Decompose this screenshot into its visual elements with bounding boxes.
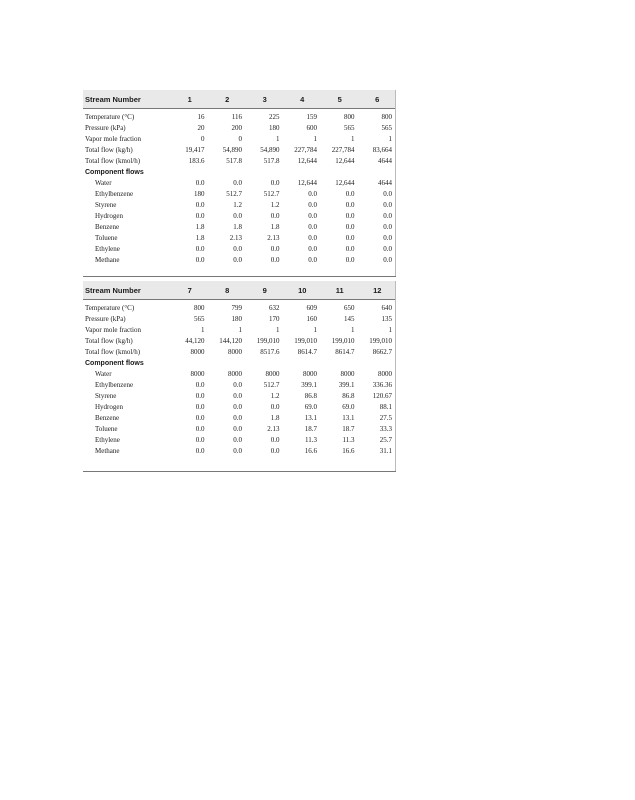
table-cell: 1.8: [233, 223, 242, 231]
table-cell: 0: [238, 135, 242, 143]
table-cell: 183.6: [188, 157, 205, 165]
table-cell: 116: [231, 113, 242, 121]
table-cell: 54,890: [260, 146, 280, 154]
header-row: [83, 281, 396, 300]
table-cell: 800: [194, 304, 205, 312]
header-row: [83, 90, 396, 109]
table-cell: 19,417: [185, 146, 205, 154]
table-cell: 159: [306, 113, 317, 121]
row-label: Ethylbenzene: [95, 381, 134, 389]
table-row: [83, 200, 396, 211]
table-cell: 0.0: [233, 245, 242, 253]
table-cell: 0.0: [270, 256, 280, 264]
table-cell: 512.7: [263, 190, 280, 198]
table-1-right-rule: [395, 90, 396, 276]
table-cell: 160: [306, 315, 317, 323]
row-label: Hydrogen: [95, 403, 123, 411]
table-cell: 12,644: [335, 179, 355, 187]
table-cell: 135: [381, 315, 392, 323]
table-2-bottom-rule: [83, 471, 396, 472]
table-cell: 8000: [303, 370, 317, 378]
row-label: Temperature (°C): [85, 304, 135, 312]
table-cell: 0.0: [195, 381, 205, 389]
table-cell: 0.0: [270, 179, 280, 187]
table-cell: 0.0: [345, 223, 355, 231]
row-label: Benzene: [95, 223, 120, 231]
table-cell: 0.0: [195, 245, 205, 253]
table-cell: 0.0: [383, 245, 392, 253]
table-cell: 199,010: [256, 337, 280, 345]
table-row: [83, 413, 396, 424]
table-cell: 227,784: [294, 146, 317, 154]
table-row: [83, 380, 396, 391]
row-label: Styrene: [95, 201, 117, 209]
table-cell: 180: [231, 315, 242, 323]
table-cell: 0.0: [308, 234, 317, 242]
table-cell: 0.0: [270, 245, 280, 253]
table-cell: 2.13: [267, 234, 280, 242]
row-label: Total flow (kmol/h): [85, 157, 141, 165]
table-row: [83, 134, 396, 145]
table-cell: 0.0: [233, 212, 242, 220]
table-cell: 650: [344, 304, 355, 312]
table-cell: 54,890: [222, 146, 242, 154]
table-cell: 31.1: [379, 447, 392, 455]
table-row: [83, 189, 396, 200]
table-cell: 86.8: [304, 392, 317, 400]
table-cell: 0.0: [345, 190, 355, 198]
table-cell: 0.0: [195, 179, 205, 187]
table-row: [83, 211, 396, 222]
table-cell: 8000: [265, 370, 280, 378]
table-cell: 0.0: [270, 447, 280, 455]
table-cell: 0.0: [233, 381, 242, 389]
table-cell: 2.13: [267, 425, 280, 433]
table-row: [83, 325, 396, 336]
table-cell: 800: [381, 113, 392, 121]
row-label: Methane: [95, 256, 120, 264]
table-cell: 0.0: [233, 436, 242, 444]
table-cell: 399.1: [338, 381, 355, 389]
table-cell: 0.0: [383, 190, 392, 198]
table-cell: 8000: [378, 370, 392, 378]
table-cell: 0.0: [345, 234, 355, 242]
table-cell: 199,010: [294, 337, 317, 345]
table-cell: 0.0: [383, 201, 392, 209]
table-cell: 8000: [190, 348, 205, 356]
table-cell: 18.7: [304, 425, 317, 433]
table-cell: 12,644: [297, 179, 317, 187]
row-label: Total flow (kg/h): [85, 146, 133, 154]
table-cell: 1: [388, 326, 392, 334]
table-2-right-rule: [395, 281, 396, 471]
table-row: [83, 446, 396, 457]
row-label: Methane: [95, 447, 120, 455]
table-cell: 8000: [228, 348, 242, 356]
table-cell: 0.0: [308, 256, 317, 264]
table-cell: 1.2: [270, 201, 280, 209]
table-cell: 4644: [378, 179, 392, 187]
table-cell: 27.5: [379, 414, 392, 422]
table-cell: 8614.7: [297, 348, 317, 356]
table-row: [83, 178, 396, 189]
table-cell: 0.0: [383, 234, 392, 242]
table-cell: 565: [194, 315, 205, 323]
table-cell: 0.0: [233, 392, 242, 400]
row-label: Pressure (kPa): [85, 315, 126, 323]
table-row: [83, 369, 396, 380]
table-cell: 44,120: [185, 337, 205, 345]
table-cell: 227,784: [331, 146, 355, 154]
table-row: [83, 402, 396, 413]
table-cell: 1.8: [270, 414, 280, 422]
row-label: Hydrogen: [95, 212, 123, 220]
stream-id-header: 12: [359, 281, 397, 300]
row-label: Benzene: [95, 414, 120, 422]
table-cell: 0.0: [345, 256, 355, 264]
stream-id-header: 10: [284, 281, 322, 300]
table-cell: 0.0: [233, 179, 242, 187]
row-label: Ethylene: [95, 245, 120, 253]
table-cell: 0.0: [233, 447, 242, 455]
table-cell: 799: [231, 304, 242, 312]
table-cell: 0.0: [195, 414, 205, 422]
table-cell: 8000: [190, 370, 205, 378]
section-heading-row: [83, 167, 396, 178]
table-cell: 1: [201, 326, 205, 334]
table-row: [83, 391, 396, 402]
table-cell: 200: [231, 124, 242, 132]
table-cell: 0.0: [195, 256, 205, 264]
table-row: [83, 424, 396, 435]
table-cell: 0.0: [308, 245, 317, 253]
table-cell: 1.8: [270, 223, 280, 231]
row-label: Total flow (kg/h): [85, 337, 133, 345]
stream-id-header: 5: [321, 90, 359, 109]
table-row: [83, 123, 396, 134]
table-cell: 83,664: [372, 146, 392, 154]
stream-id-header: 1: [171, 90, 209, 109]
stream-id-header: 7: [171, 281, 209, 300]
table-cell: 8662.7: [372, 348, 392, 356]
table-cell: 640: [381, 304, 392, 312]
row-label: Water: [95, 370, 112, 378]
table-cell: 517.8: [226, 157, 242, 165]
table-cell: 12,644: [335, 157, 355, 165]
table-cell: 0.0: [308, 201, 317, 209]
table-cell: 1: [313, 135, 317, 143]
table-cell: 16: [197, 113, 205, 121]
row-label: Vapor mole fraction: [85, 135, 141, 143]
table-cell: 0.0: [345, 201, 355, 209]
table-cell: 0.0: [345, 212, 355, 220]
table-cell: 1: [351, 135, 355, 143]
stream-id-header: 3: [246, 90, 284, 109]
table-cell: 225: [269, 113, 280, 121]
table-cell: 25.7: [379, 436, 392, 444]
table-cell: 0.0: [308, 223, 317, 231]
section-heading: Component flows: [85, 169, 144, 176]
table-cell: 0.0: [195, 425, 205, 433]
table-cell: 199,010: [369, 337, 392, 345]
stream-id-header: 4: [284, 90, 322, 109]
table-row: [83, 233, 396, 244]
table-row: [83, 145, 396, 156]
table-cell: 13.1: [304, 414, 317, 422]
table-cell: 69.0: [342, 403, 355, 411]
stream-table-1: [83, 90, 396, 266]
stream-id-header: 8: [209, 281, 247, 300]
table-cell: 1: [238, 326, 242, 334]
table-cell: 180: [194, 190, 205, 198]
table-row: [83, 222, 396, 233]
stream-id-header: 2: [209, 90, 247, 109]
table-cell: 1: [276, 326, 280, 334]
row-label: Styrene: [95, 392, 117, 400]
table-cell: 170: [269, 315, 280, 323]
table-cell: 8000: [340, 370, 355, 378]
table-cell: 199,010: [331, 337, 355, 345]
table-row: [83, 244, 396, 255]
table-cell: 0.0: [383, 223, 392, 231]
table-cell: 18.7: [342, 425, 355, 433]
table-cell: 1.8: [195, 234, 205, 242]
table-cell: 8614.7: [335, 348, 355, 356]
table-cell: 16.6: [304, 447, 317, 455]
table-row: [83, 435, 396, 446]
table-cell: 13.1: [342, 414, 355, 422]
table-row: [83, 300, 396, 315]
table-cell: 88.1: [379, 403, 392, 411]
row-label: Vapor mole fraction: [85, 326, 141, 334]
table-cell: 0.0: [195, 436, 205, 444]
stream-id-header: 11: [321, 281, 359, 300]
table-cell: 0.0: [195, 403, 205, 411]
table-cell: 11.3: [342, 436, 355, 444]
table-cell: 600: [306, 124, 317, 132]
row-label: Toluene: [95, 425, 118, 433]
table-row: [83, 314, 396, 325]
table-cell: 20: [197, 124, 205, 132]
table-row: [83, 336, 396, 347]
table-cell: 0: [201, 135, 205, 143]
table-cell: 86.8: [342, 392, 355, 400]
table-cell: 0.0: [270, 436, 280, 444]
row-label: Toluene: [95, 234, 118, 242]
table-cell: 12,644: [297, 157, 317, 165]
table-cell: 0.0: [233, 403, 242, 411]
section-heading: Component flows: [85, 360, 144, 367]
stream-number-header: Stream Number: [83, 90, 171, 109]
table-cell: 180: [269, 124, 280, 132]
table-cell: 0.0: [195, 201, 205, 209]
row-label: Water: [95, 179, 112, 187]
table-cell: 0.0: [345, 245, 355, 253]
table-cell: 517.8: [263, 157, 280, 165]
row-label: Ethylene: [95, 436, 120, 444]
table-cell: 800: [344, 113, 355, 121]
table-cell: 0.0: [308, 190, 317, 198]
table-cell: 512.7: [226, 190, 242, 198]
table-cell: 8000: [228, 370, 242, 378]
table-cell: 1: [313, 326, 317, 334]
table-cell: 512.7: [263, 381, 280, 389]
table-cell: 0.0: [308, 212, 317, 220]
table-cell: 1: [351, 326, 355, 334]
stream-id-header: 6: [359, 90, 397, 109]
table-cell: 1.2: [270, 392, 280, 400]
table-cell: 0.0: [383, 212, 392, 220]
table-cell: 144,120: [219, 337, 242, 345]
table-cell: 565: [344, 124, 355, 132]
table-cell: 4644: [378, 157, 392, 165]
table-row: [83, 255, 396, 266]
table-cell: 0.0: [270, 403, 280, 411]
table-cell: 1: [276, 135, 280, 143]
table-cell: 0.0: [233, 414, 242, 422]
table-cell: 0.0: [195, 392, 205, 400]
table-cell: 11.3: [305, 436, 317, 444]
table-cell: 1.2: [233, 201, 242, 209]
table-cell: 565: [381, 124, 392, 132]
table-cell: 0.0: [383, 256, 392, 264]
table-cell: 0.0: [195, 447, 205, 455]
table-row: [83, 347, 396, 358]
stream-table-2: [83, 281, 396, 457]
table-cell: 609: [306, 304, 317, 312]
table-1-bottom-rule: [83, 276, 396, 277]
table-cell: 33.3: [379, 425, 392, 433]
table-cell: 2.13: [229, 234, 242, 242]
table-row: [83, 109, 396, 124]
table-cell: 69.0: [304, 403, 317, 411]
table-cell: 8517.6: [260, 348, 280, 356]
table-cell: 632: [269, 304, 280, 312]
table-row: [83, 156, 396, 167]
row-label: Total flow (kmol/h): [85, 348, 141, 356]
row-label: Pressure (kPa): [85, 124, 126, 132]
table-cell: 0.0: [270, 212, 280, 220]
table-cell: 16.6: [342, 447, 355, 455]
row-label: Temperature (°C): [85, 113, 135, 121]
table-cell: 120.67: [372, 392, 392, 400]
table-cell: 0.0: [233, 256, 242, 264]
table-cell: 399.1: [301, 381, 317, 389]
table-cell: 1.8: [195, 223, 205, 231]
table-cell: 0.0: [195, 212, 205, 220]
stream-number-header: Stream Number: [83, 281, 171, 300]
table-cell: 336.36: [372, 381, 392, 389]
table-cell: 0.0: [233, 425, 242, 433]
section-heading-row: [83, 358, 396, 369]
table-cell: 1: [388, 135, 392, 143]
table-cell: 145: [344, 315, 355, 323]
stream-id-header: 9: [246, 281, 284, 300]
row-label: Ethylbenzene: [95, 190, 134, 198]
